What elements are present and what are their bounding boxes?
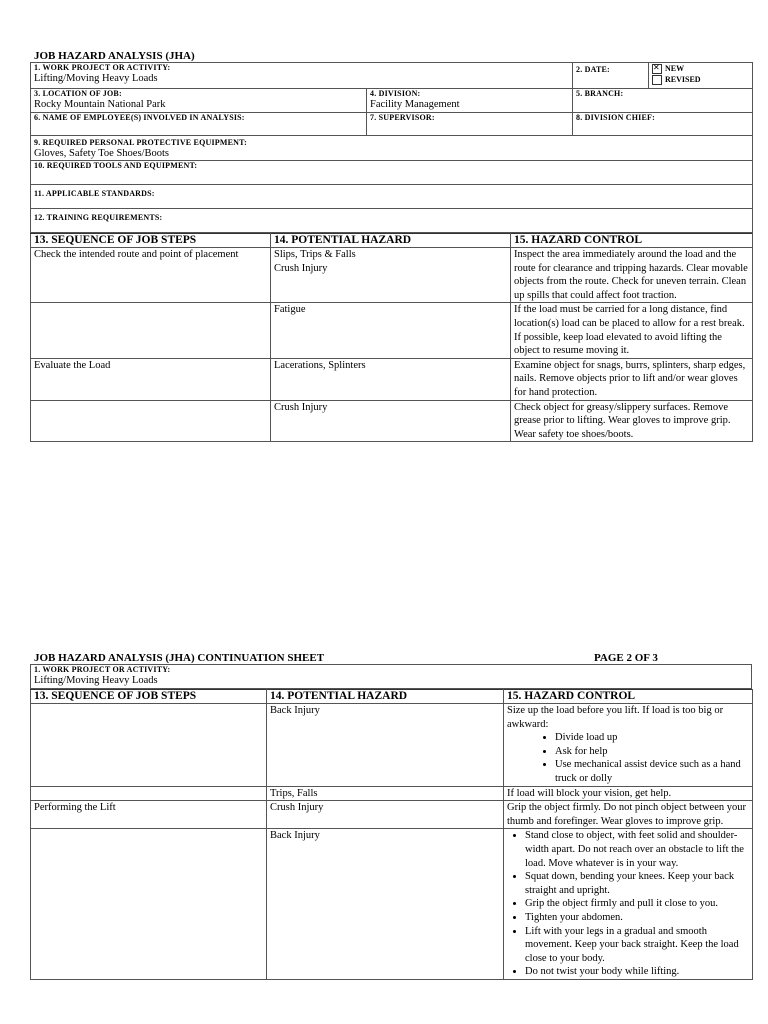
revised-checkbox[interactable] xyxy=(652,75,662,85)
division-value: Facility Management xyxy=(370,99,460,110)
work-project-label: 1. WORK PROJECT OR ACTIVITY: xyxy=(34,665,171,674)
potential-hazard: Lacerations, Splinters xyxy=(271,358,511,400)
job-step xyxy=(31,400,271,442)
col-potential-hazard: 14. POTENTIAL HAZARD xyxy=(271,234,511,248)
division-chief-label: 8. DIVISION CHIEF: xyxy=(576,113,655,122)
work-project-cell xyxy=(31,665,752,689)
hazard-control: Examine object for snags, burrs, splinters, sharp edges, nails. Remove objects prior to lift and/or wear gloves for hand protection. xyxy=(511,358,753,400)
hazard-line: Crush Injury xyxy=(274,262,328,274)
job-step xyxy=(31,704,267,787)
division-label: 4. DIVISION: xyxy=(370,89,421,98)
continuation-title: JOB HAZARD ANALYSIS (JHA) CONTINUATION SHEET xyxy=(34,652,325,664)
table-row xyxy=(31,248,753,303)
continuation-sheet xyxy=(30,664,752,980)
list-item: • Ask for help xyxy=(555,745,749,759)
col-potential-hazard: 14. POTENTIAL HAZARD xyxy=(267,690,504,704)
branch-label: 5. BRANCH: xyxy=(576,89,624,98)
employee-cell xyxy=(31,113,367,136)
col-job-steps: 13. SEQUENCE OF JOB STEPS xyxy=(31,690,267,704)
ppe-cell xyxy=(31,136,753,161)
list-item: • Stand close to object, with feet solid and shoulder-width apart. Do not reach over an obstacle to lift the load. Move whatever is in your way. xyxy=(525,829,749,870)
col-hazard-control: 15. HAZARD CONTROL xyxy=(504,690,753,704)
col-job-steps: 13. SEQUENCE OF JOB STEPS xyxy=(31,234,271,248)
hazard-control: Check object for greasy/slippery surfaces. Remove grease prior to lifting. Wear gloves to improve grip. Wear safety toe shoes/boots. xyxy=(511,400,753,442)
location-label: 3. LOCATION OF JOB: xyxy=(34,89,122,98)
division-chief-cell xyxy=(573,113,753,136)
hazard-control: If load will block your vision, get help. xyxy=(504,786,753,801)
potential-hazard: Trips, Falls xyxy=(267,786,504,801)
potential-hazard: Back Injury xyxy=(267,829,504,980)
training-cell xyxy=(31,209,753,233)
division-cell xyxy=(367,89,573,113)
page-title: JOB HAZARD ANALYSIS (JHA) xyxy=(34,50,195,62)
job-step xyxy=(31,303,271,358)
new-checkbox[interactable] xyxy=(652,64,662,74)
job-step: Performing the Lift xyxy=(31,801,267,829)
supervisor-cell xyxy=(367,113,573,136)
branch-cell xyxy=(573,89,753,113)
tools-label: 10. REQUIRED TOOLS AND EQUIPMENT: xyxy=(34,161,198,170)
work-project-value: Lifting/Moving Heavy Loads xyxy=(34,73,158,84)
job-step xyxy=(31,786,267,801)
work-project-value: Lifting/Moving Heavy Loads xyxy=(34,675,158,686)
potential-hazard: Fatigue xyxy=(271,303,511,358)
standards-label: 11. APPLICABLE STANDARDS: xyxy=(34,189,155,198)
location-cell xyxy=(31,89,367,113)
job-step: Check the intended route and point of placement xyxy=(31,248,271,303)
table-row xyxy=(31,704,753,787)
table-row xyxy=(31,358,753,400)
hazard-control xyxy=(504,704,753,787)
control-text: Size up the load before you lift. If load is too big or awkward: xyxy=(507,705,724,730)
job-step xyxy=(31,829,267,980)
hazard-control: If the load must be carried for a long distance, find location(s) load can be placed to allow for a rest break. If possible, keep load elevated to avoid lifting the object to resume moving it. xyxy=(511,303,753,358)
tools-cell xyxy=(31,161,753,185)
table-row xyxy=(31,400,753,442)
ppe-value: Gloves, Safety Toe Shoes/Boots xyxy=(34,148,169,159)
new-label: NEW xyxy=(665,64,685,73)
new-revised-cell xyxy=(649,63,753,89)
work-project-cell xyxy=(31,63,573,89)
list-item: • Divide load up xyxy=(555,731,749,745)
potential-hazard: Crush Injury xyxy=(271,400,511,442)
revised-label: REVISED xyxy=(665,75,701,85)
hazard-control: Grip the object firmly. Do not pinch object between your thumb and forefinger. Wear gloves to improve grip. xyxy=(504,801,753,829)
potential-hazard xyxy=(271,248,511,303)
page-number: PAGE 2 OF 3 xyxy=(594,652,658,664)
potential-hazard: Crush Injury xyxy=(267,801,504,829)
work-project-label: 1. WORK PROJECT OR ACTIVITY: xyxy=(34,63,171,72)
supervisor-label: 7. SUPERVISOR: xyxy=(370,113,435,122)
list-item: • Lift with your legs in a gradual and smooth movement. Keep your back straight. Keep the load close to your body. xyxy=(525,925,749,966)
jha-header-form xyxy=(30,62,752,442)
control-bullets xyxy=(507,731,749,785)
table-row xyxy=(31,786,753,801)
hazard-line: Slips, Trips & Falls xyxy=(274,249,356,260)
potential-hazard: Back Injury xyxy=(267,704,504,787)
location-value: Rocky Mountain National Park xyxy=(34,99,166,110)
training-label: 12. TRAINING REQUIREMENTS: xyxy=(34,213,163,222)
ppe-label: 9. REQUIRED PERSONAL PROTECTIVE EQUIPMENT: xyxy=(34,138,247,147)
list-item: • Squat down, bending your knees. Keep your back straight and upright. xyxy=(525,870,749,897)
job-step: Evaluate the Load xyxy=(31,358,271,400)
list-item: • Do not twist your body while lifting. xyxy=(525,965,749,979)
table-row xyxy=(31,801,753,829)
hazard-control xyxy=(504,829,753,980)
table-row xyxy=(31,303,753,358)
hazard-table-continued xyxy=(30,689,753,980)
list-item: • Tighten your abdomen. xyxy=(525,911,749,925)
date-cell xyxy=(573,63,649,89)
hazard-control: Inspect the area immediately around the load and the route for clearance and tripping hazards. Clear movable objects from the route. Check for uneven terrain. Clean up spills that could affect foot traction. xyxy=(511,248,753,303)
employee-label: 6. NAME OF EMPLOYEE(S) INVOLVED IN ANALYSIS: xyxy=(34,113,245,122)
control-bullets xyxy=(507,829,749,979)
date-label: 2. DATE: xyxy=(576,65,610,74)
table-row xyxy=(31,829,753,980)
hazard-table xyxy=(30,233,753,442)
standards-cell xyxy=(31,185,753,209)
col-hazard-control: 15. HAZARD CONTROL xyxy=(511,234,753,248)
list-item: • Grip the object firmly and pull it close to you. xyxy=(525,897,749,911)
list-item: • Use mechanical assist device such as a hand truck or dolly xyxy=(555,758,749,785)
